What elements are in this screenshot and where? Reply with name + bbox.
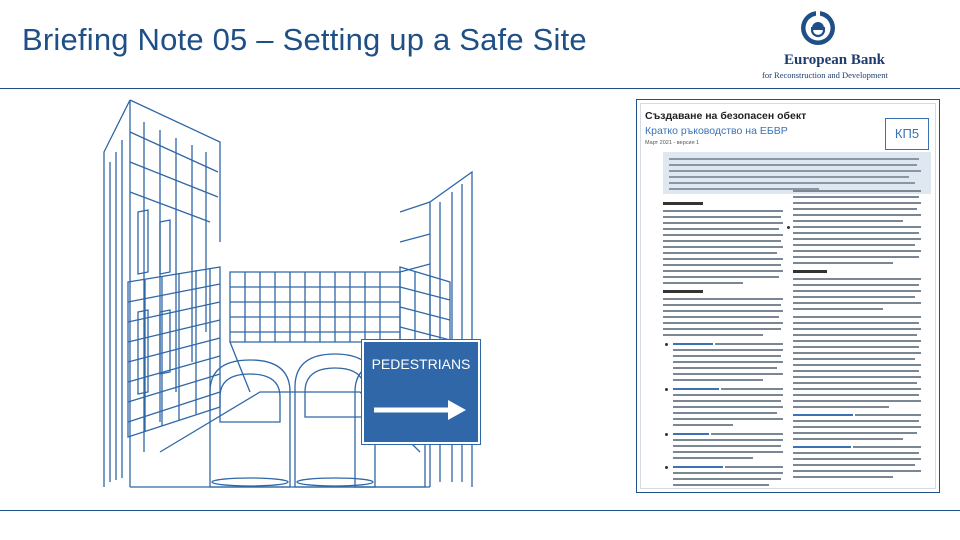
arrow-right-icon [364, 390, 478, 430]
pedestrian-barrier-illustration [100, 92, 480, 497]
document-thumbnail [636, 99, 940, 493]
footer-divider [0, 510, 960, 511]
ebrd-logo-icon [760, 8, 890, 52]
document-date: Март 2021 - версия 1 [645, 140, 700, 146]
document-code-badge: КП5 [885, 118, 929, 150]
pedestrians-sign-label: PEDESTRIANS [371, 356, 471, 372]
logo-wordmark: European Bank [784, 52, 886, 68]
slide-title: Briefing Note 05 – Setting up a Safe Site [22, 22, 587, 57]
document-title: Създаване на безопасен обект [645, 110, 807, 122]
document-subtitle: Кратко ръководство на ЕБВР [645, 125, 788, 137]
title-divider [0, 88, 960, 89]
pedestrians-sign [362, 340, 480, 444]
ebrd-logo [760, 8, 890, 78]
document-summary-box [663, 152, 931, 194]
logo-tagline: for Reconstruction and Development [762, 70, 888, 80]
